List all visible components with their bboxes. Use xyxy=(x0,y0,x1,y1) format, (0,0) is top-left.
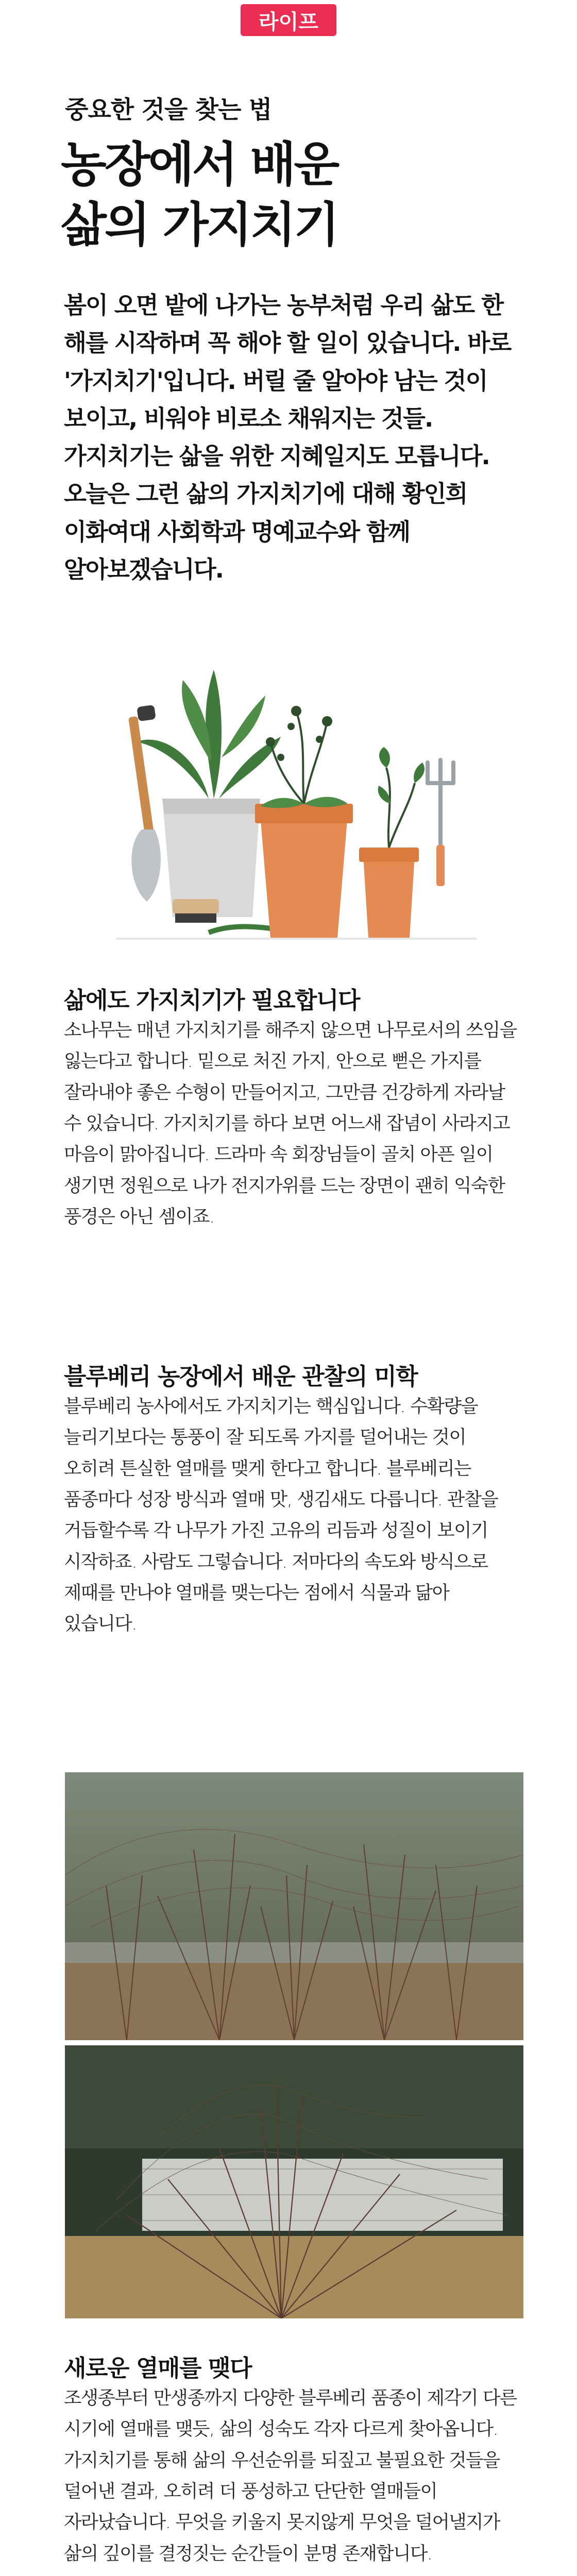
blueberry-bush-photo-after xyxy=(65,2045,523,2318)
article-intro: 봄이 오면 밭에 나가는 농부처럼 우리 삶도 한 해를 시작하며 꼭 해야 할 일이 있습니다. 바로 '가지치기'입니다. 버릴 줄 알아야 남는 것이 보이고, 비워야 비로소 채워지는 것들. 가지치기는 삶을 위한 지혜일지도 모릅니다. 오늘은 그런 삶의 가지치기에 대해 황인희 이화여대 사회학과 명예교수와 함께 알아보겠습니다. xyxy=(64,292,511,583)
section-heading: 삶에도 가지치기가 필요합니다 xyxy=(64,987,360,1014)
section-body: 소나무는 매년 가지치기를 해주지 않으면 나무로서의 쓰임을 잃는다고 합니다. 밑으로 처진 가지, 안으로 뻗은 가지를 잘라내야 좋은 수형이 만들어지고, 그만큼 건강하게 자라날 수 있습니다. 가지치기를 하다 보면 어느새 잡념이 사라지고 마음이 맑아집니다. 드라마 속 회장님들이 골치 아픈 일이 생기면 정원으로 나가 전지가위를 드는 장면이 괜히 익숙한 풍경은 아닌 셈이죠. xyxy=(64,1020,517,1228)
article-title xyxy=(61,135,337,256)
article-title-line-2: 삶의 가지치기 xyxy=(61,197,338,252)
category-badge: 라이프 xyxy=(241,4,336,36)
blueberry-bush-photo-before xyxy=(65,1772,523,2040)
article-kicker: 중요한 것을 찾는 법 xyxy=(65,96,272,124)
section-body: 블루베리 농사에서도 가지치기는 핵심입니다. 수확량을 늘리기보다는 통풍이 잘 되도록 가지를 덜어내는 것이 오히려 튼실한 열매를 맺게 한다고 합니다. 블루베리는 품종마다 성장 방식과 열매 맛, 생김새도 다릅니다. 관찰을 거듭할수록 각 나무가 가진 고유의 리듬과 성질이 보이기 시작하죠. 사람도 그렇습니다. 저마다의 속도와 방식으로 제때를 만나야 열매를 맺는다는 점에서 식물과 닮아 있습니다. xyxy=(64,1396,498,1635)
article-title-line-1: 농장에서 배운 xyxy=(61,137,338,192)
section-heading: 새로운 열매를 맺다 xyxy=(64,2354,252,2382)
section-heading: 블루베리 농장에서 배운 관찰의 미학 xyxy=(64,1363,418,1390)
section-body: 조생종부터 만생종까지 다양한 블루베리 품종이 제각기 다른 시기에 열매를 맺듯, 삶의 성숙도 각자 다르게 찾아옵니다. 가지치기를 통해 삶의 우선순위를 되짚고 불필요한 것들을 덜어낸 결과, 오히려 더 풍성하고 단단한 열매들이 자라났습니다. 무엇을 키울지 못지않게 무엇을 덜어낼지가 삶의 깊이를 결정짓는 순간들이 분명 존재합니다. xyxy=(64,2387,517,2564)
garden-pots-and-plants-illustration xyxy=(106,629,487,948)
